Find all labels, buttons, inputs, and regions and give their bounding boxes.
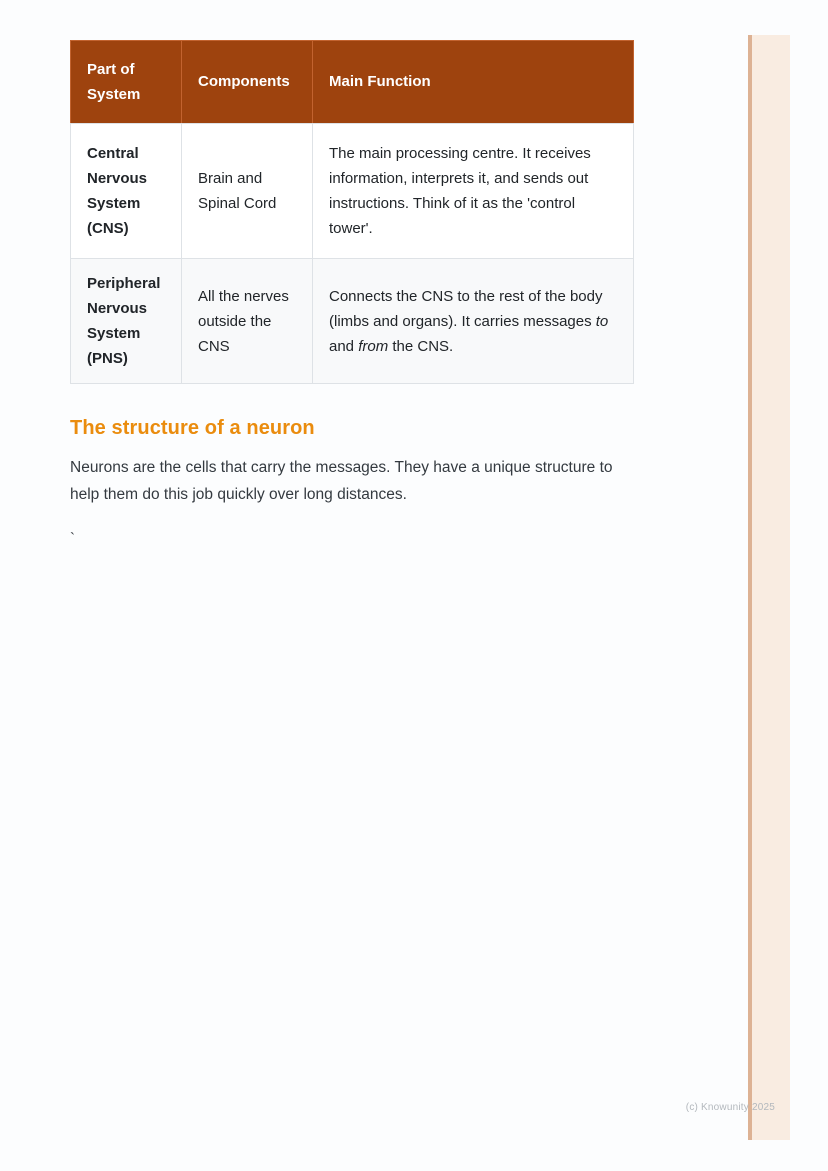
table-row-pns bbox=[71, 259, 634, 384]
pns-function-text: Connects the CNS to the rest of the body (limbs and organs). It carries messages bbox=[329, 287, 603, 330]
nervous-system-table bbox=[70, 40, 634, 384]
cell-pns-components: All the nerves outside the CNS bbox=[182, 259, 313, 384]
cell-pns-function bbox=[313, 259, 634, 384]
table-header-row bbox=[71, 41, 634, 124]
pns-function-text: the CNS. bbox=[388, 337, 454, 355]
pns-function-text: and bbox=[329, 337, 359, 355]
pns-function-italic-to: to bbox=[595, 312, 609, 330]
pns-function-italic-from: from bbox=[358, 337, 389, 355]
cell-cns-function: The main processing centre. It receives information, interprets it, and sends out instructions. Think of it as the 'control tower'. bbox=[313, 124, 634, 259]
header-components: Components bbox=[182, 41, 313, 124]
header-part-of-system: Part of System bbox=[71, 41, 182, 124]
cell-cns-part: Central Nervous System (CNS) bbox=[71, 124, 182, 259]
section-heading: The structure of a neuron bbox=[70, 417, 315, 440]
stray-backtick: ` bbox=[70, 530, 75, 548]
table-row-cns bbox=[71, 124, 634, 259]
page-edge-band bbox=[748, 35, 790, 1140]
section-paragraph: Neurons are the cells that carry the messages. They have a unique structure to help them do this job quickly over long distances. bbox=[70, 459, 613, 504]
cell-cns-components: Brain and Spinal Cord bbox=[182, 124, 313, 259]
header-main-function: Main Function bbox=[313, 41, 634, 124]
content-area bbox=[70, 40, 633, 547]
watermark: (c) Knowunity 2025 bbox=[685, 1102, 775, 1113]
cell-pns-part: Peripheral Nervous System (PNS) bbox=[71, 259, 182, 384]
